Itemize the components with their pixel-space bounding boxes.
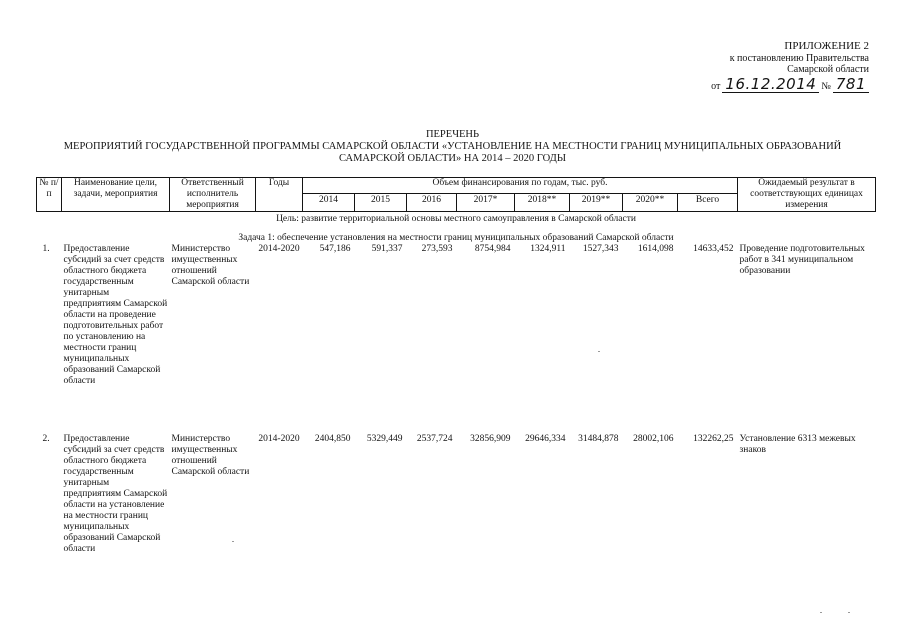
document-heading <box>0 129 905 165</box>
row-value: 273,593 <box>421 244 453 254</box>
header-year: 2016 <box>407 193 457 211</box>
appendix-date-line <box>711 77 869 93</box>
scan-speck <box>232 541 234 542</box>
row-value: 591,337 <box>371 244 403 254</box>
header-year: 2015 <box>355 193 407 211</box>
row-years: 2014-2020 <box>258 434 300 444</box>
row-name: Предоставление субсидий за счет средств областного бюджета государственным унитарным предприятиям Самарской области на установление на местности границ муниципальных образований Самарской области <box>63 434 168 554</box>
appendix-line-3: Самарской области <box>787 64 869 75</box>
header-year: 2020** <box>623 193 678 211</box>
handwritten-date: 16.12.2014 <box>722 77 819 93</box>
header-total: Всего <box>678 193 738 211</box>
header-funding: Объем финансирования по годам, тыс. руб. <box>303 178 738 194</box>
scan-speck <box>598 351 600 352</box>
row-executor: Министерство имущественных отношений Самарской области <box>171 434 250 477</box>
heading-line-1: ПЕРЕЧЕНЬ <box>425 129 480 140</box>
row-value: 1324,911 <box>530 244 566 254</box>
header-year: 2018** <box>515 193 570 211</box>
heading-line-2: МЕРОПРИЯТИЙ ГОСУДАРСТВЕННОЙ ПРОГРАММЫ САМАРСКОЙ ОБЛАСТИ «УСТАНОВЛЕНИЕ НА МЕСТНОСТИ ГРАНИЦ МУНИЦИПАЛЬНЫХ ОБРАЗОВАНИЙ <box>63 141 842 152</box>
header-name: Наименование цели, задачи, мероприятия <box>62 178 170 212</box>
goal-text: Цель: развитие территориальной основы местного самоуправления в Самарской области <box>276 214 636 224</box>
row-value: 31484,878 <box>578 434 619 444</box>
measures-table <box>36 177 876 584</box>
header-year: 2014 <box>303 193 355 211</box>
table-row <box>37 434 876 584</box>
header-result: Ожидаемый результат в соответствующих единицах измерения <box>738 178 876 212</box>
handwritten-number: 781 <box>833 77 869 93</box>
row-num: 2. <box>42 434 50 444</box>
heading-line-3: САМАРСКОЙ ОБЛАСТИ» НА 2014 – 2020 ГОДЫ <box>339 153 566 164</box>
scan-speck <box>820 612 822 613</box>
row-total: 132262,25 <box>693 434 734 444</box>
header-year: 2017* <box>457 193 515 211</box>
header-num: № п/п <box>37 178 62 212</box>
appendix-stamp <box>711 40 869 93</box>
row-name: Предоставление субсидий за счет средств областного бюджета государственным унитарным предприятиям Самарской области на проведение подготовительных работ по установлению на местности границ муниципальных образований Самарской области <box>63 244 168 386</box>
row-value: 32856,909 <box>470 434 511 444</box>
row-value: 2537,724 <box>416 434 453 444</box>
row-value: 29646,334 <box>525 434 566 444</box>
row-value: 1614,098 <box>637 244 674 254</box>
date-prefix: от <box>711 81 721 92</box>
row-result: Установление 6313 межевых знаков <box>739 434 856 455</box>
appendix-line-2: к постановлению Правительства <box>729 53 869 64</box>
row-value: 28002,106 <box>633 434 674 444</box>
header-years: Годы <box>256 178 303 212</box>
row-value: 5329,449 <box>366 434 403 444</box>
header-year: 2019** <box>570 193 623 211</box>
number-prefix: № <box>821 81 831 92</box>
appendix-title: ПРИЛОЖЕНИЕ 2 <box>784 40 869 52</box>
scan-speck <box>848 612 850 613</box>
row-years: 2014-2020 <box>258 244 300 254</box>
goal-row <box>37 212 876 226</box>
task-text: Задача 1: обеспечение установления на местности границ муниципальных образований Самарской области <box>238 233 674 243</box>
row-num: 1. <box>42 244 50 254</box>
row-value: 1527,343 <box>582 244 619 254</box>
row-total: 14633,452 <box>693 244 734 254</box>
table-row <box>37 244 876 434</box>
row-value: 547,186 <box>319 244 351 254</box>
row-value: 8754,984 <box>474 244 511 254</box>
row-value: 2404,850 <box>314 434 351 444</box>
task-row <box>37 225 876 244</box>
row-executor: Министерство имущественных отношений Самарской области <box>171 244 250 287</box>
row-result: Проведение подготовительных работ в 341 муниципальном образовании <box>739 244 865 276</box>
header-executor: Ответственный исполнитель мероприятия <box>170 178 256 212</box>
header-row <box>37 178 876 194</box>
